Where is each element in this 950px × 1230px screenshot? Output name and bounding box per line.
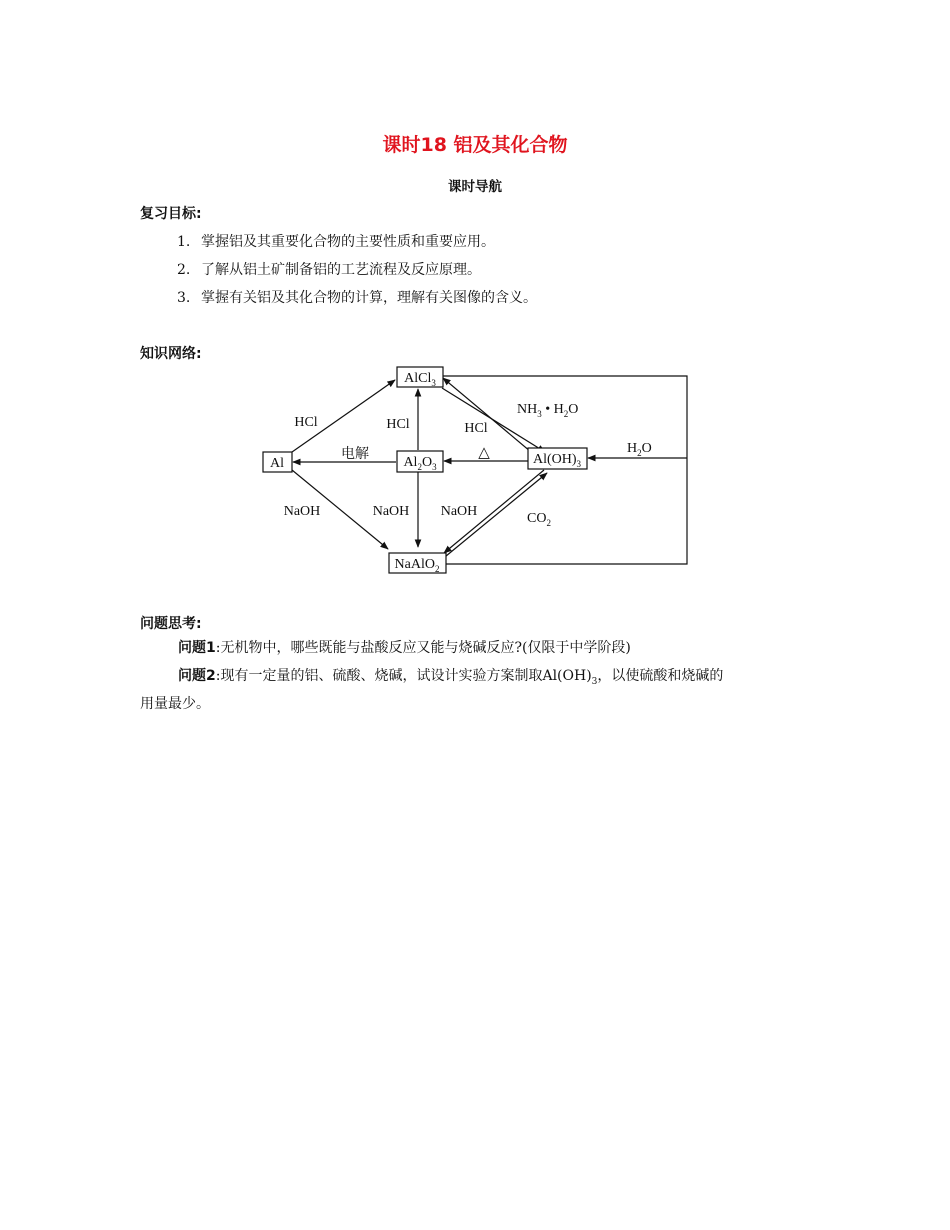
node-alcl3: AlCl$_3$ — [404, 371, 436, 388]
label-hcl-right: HCl — [464, 421, 488, 436]
label-h2o: $H_2O$ — [627, 441, 652, 458]
label-naoh-left: NaOH — [283, 504, 321, 519]
label-nh3-h2o: $NH_3$ • $H_2O$ — [517, 402, 579, 419]
questions-heading: 问题思考: — [140, 616, 202, 632]
node-al: Al — [270, 456, 284, 471]
loop-alcl3-right — [440, 376, 687, 564]
objective-item: 3. 掌握有关铝及其化合物的计算，理解有关图像的含义。 — [177, 290, 537, 306]
label-hcl-mid: HCl — [386, 417, 410, 432]
page-subtitle: 课时导航 — [448, 179, 502, 195]
node-aloh3: $Al(OH)_3$ — [532, 452, 582, 469]
knowledge-network-diagram — [0, 0, 950, 600]
label-electrolysis: 电解 — [341, 447, 369, 462]
page-title: 课时18 铝及其化合物 — [382, 134, 568, 156]
label-naoh-right: NaOH — [440, 504, 478, 519]
label-co2: $CO_2$ — [527, 511, 551, 528]
node-al2o3: $Al_2O_3$ — [403, 455, 437, 472]
label-hcl-left: HCl — [294, 415, 318, 430]
question-2-continued: 用量最少。 — [140, 696, 210, 712]
label-heat: △ — [478, 445, 490, 461]
label-naoh-mid: NaOH — [372, 504, 410, 519]
question-2: 问题2:现有一定量的铝、硫酸、烧碱，试设计实验方案制取$Al(OH)_3$，以使硫酸和烧碱的 — [178, 668, 724, 687]
objective-item: 2. 了解从铝土矿制备铝的工艺流程及反应原理。 — [177, 262, 481, 278]
question-1: 问题1:无机物中，哪些既能与盐酸反应又能与烧碱反应?(仅限于中学阶段) — [178, 640, 631, 656]
network-heading: 知识网络: — [140, 346, 202, 362]
arrow-aloh3-to-alcl3 — [443, 378, 537, 457]
objectives-heading: 复习目标: — [140, 206, 202, 222]
objective-item: 1. 掌握铝及其重要化合物的主要性质和重要应用。 — [177, 234, 495, 250]
node-naalo2: NaAlO$_2$ — [394, 557, 440, 574]
